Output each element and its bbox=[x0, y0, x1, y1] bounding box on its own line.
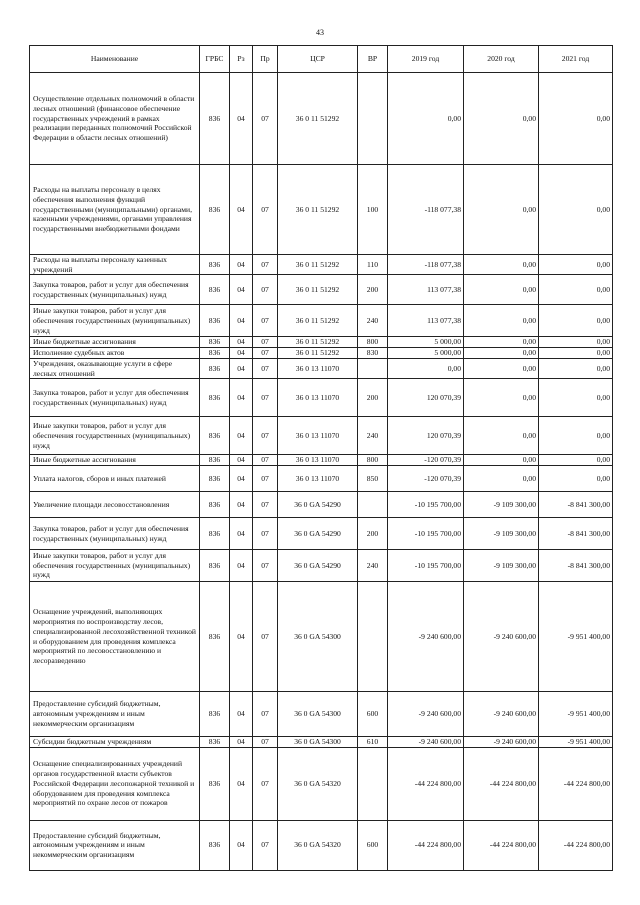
cell-grbs: 836 bbox=[200, 692, 230, 737]
cell-pr: 07 bbox=[253, 165, 278, 255]
cell-2019: 5 000,00 bbox=[388, 337, 464, 348]
header-rz: Рз bbox=[230, 46, 253, 73]
cell-2020: -44 224 800,00 bbox=[464, 747, 539, 820]
cell-rz: 04 bbox=[230, 747, 253, 820]
cell-2020: 0,00 bbox=[464, 305, 539, 337]
cell-rz: 04 bbox=[230, 379, 253, 417]
cell-rz: 04 bbox=[230, 358, 253, 378]
cell-2019: -118 077,38 bbox=[388, 255, 464, 275]
cell-2019: 113 077,38 bbox=[388, 305, 464, 337]
cell-name: Иные закупки товаров, работ и услуг для обеспечения государственных (муниципальных) нужд bbox=[30, 305, 200, 337]
cell-rz: 04 bbox=[230, 582, 253, 692]
table-row bbox=[30, 358, 613, 378]
cell-2020: 0,00 bbox=[464, 165, 539, 255]
cell-2020: -9 240 600,00 bbox=[464, 737, 539, 748]
cell-name: Предоставление субсидий бюджетным, автономным учреждениям и иным некоммерческим организациям bbox=[30, 820, 200, 870]
table-row bbox=[30, 518, 613, 550]
cell-vr: 850 bbox=[358, 466, 388, 492]
cell-rz: 04 bbox=[230, 492, 253, 518]
table-row bbox=[30, 692, 613, 737]
cell-rz: 04 bbox=[230, 455, 253, 466]
cell-2021: -9 951 400,00 bbox=[539, 692, 613, 737]
cell-name: Оснащение специализированных учреждений органов государственной власти субъектов Российской Федерации лесопожарной техникой и оборудованием для проведения комплекса мероприятий по охране лесов от пожаров bbox=[30, 747, 200, 820]
cell-2019: -44 224 800,00 bbox=[388, 820, 464, 870]
cell-vr bbox=[358, 747, 388, 820]
cell-grbs: 836 bbox=[200, 73, 230, 165]
cell-name: Закупка товаров, работ и услуг для обеспечения государственных (муниципальных) нужд bbox=[30, 379, 200, 417]
cell-vr: 200 bbox=[358, 518, 388, 550]
cell-grbs: 836 bbox=[200, 305, 230, 337]
cell-grbs: 836 bbox=[200, 518, 230, 550]
cell-pr: 07 bbox=[253, 550, 278, 582]
table-row bbox=[30, 73, 613, 165]
cell-grbs: 836 bbox=[200, 550, 230, 582]
cell-pr: 07 bbox=[253, 337, 278, 348]
cell-grbs: 836 bbox=[200, 337, 230, 348]
cell-name: Оснащение учреждений, выполняющих мероприятия по воспроизводству лесов, специализированной лесохозяйственной техникой и оборудованием для проведения комплекса мероприятий по лесовосстановлению и лесоразведению bbox=[30, 582, 200, 692]
table-row bbox=[30, 165, 613, 255]
cell-2020: -9 109 300,00 bbox=[464, 550, 539, 582]
header-row bbox=[30, 46, 613, 73]
cell-2021: 0,00 bbox=[539, 255, 613, 275]
cell-name: Закупка товаров, работ и услуг для обеспечения государственных (муниципальных) нужд bbox=[30, 518, 200, 550]
cell-csr: 36 0 13 11070 bbox=[278, 466, 358, 492]
cell-name: Иные бюджетные ассигнования bbox=[30, 455, 200, 466]
cell-vr: 800 bbox=[358, 337, 388, 348]
cell-2020: 0,00 bbox=[464, 417, 539, 455]
table-row bbox=[30, 255, 613, 275]
table-row bbox=[30, 417, 613, 455]
table-row bbox=[30, 737, 613, 748]
cell-rz: 04 bbox=[230, 692, 253, 737]
cell-csr: 36 0 11 51292 bbox=[278, 255, 358, 275]
cell-rz: 04 bbox=[230, 737, 253, 748]
cell-grbs: 836 bbox=[200, 379, 230, 417]
cell-csr: 36 0 GA 54290 bbox=[278, 518, 358, 550]
cell-csr: 36 0 11 51292 bbox=[278, 305, 358, 337]
cell-2019: -10 195 700,00 bbox=[388, 492, 464, 518]
cell-2021: 0,00 bbox=[539, 305, 613, 337]
cell-2021: -9 951 400,00 bbox=[539, 582, 613, 692]
cell-2020: 0,00 bbox=[464, 455, 539, 466]
cell-vr bbox=[358, 358, 388, 378]
cell-grbs: 836 bbox=[200, 255, 230, 275]
table-row bbox=[30, 466, 613, 492]
cell-2020: 0,00 bbox=[464, 275, 539, 305]
cell-2021: 0,00 bbox=[539, 358, 613, 378]
table-row bbox=[30, 275, 613, 305]
header-2019: 2019 год bbox=[388, 46, 464, 73]
cell-rz: 04 bbox=[230, 417, 253, 455]
cell-vr: 610 bbox=[358, 737, 388, 748]
table-row bbox=[30, 582, 613, 692]
table-row bbox=[30, 492, 613, 518]
cell-grbs: 836 bbox=[200, 275, 230, 305]
cell-2019: -9 240 600,00 bbox=[388, 692, 464, 737]
cell-2020: -9 240 600,00 bbox=[464, 692, 539, 737]
cell-2019: -120 070,39 bbox=[388, 455, 464, 466]
table-row bbox=[30, 747, 613, 820]
cell-csr: 36 0 11 51292 bbox=[278, 348, 358, 359]
cell-name: Увеличение площади лесовосстановления bbox=[30, 492, 200, 518]
cell-name: Субсидии бюджетным учреждениям bbox=[30, 737, 200, 748]
cell-vr: 600 bbox=[358, 820, 388, 870]
cell-pr: 07 bbox=[253, 820, 278, 870]
cell-2020: 0,00 bbox=[464, 337, 539, 348]
cell-name: Расходы на выплаты персоналу казенных учреждений bbox=[30, 255, 200, 275]
cell-2021: 0,00 bbox=[539, 455, 613, 466]
cell-2020: -44 224 800,00 bbox=[464, 820, 539, 870]
cell-pr: 07 bbox=[253, 492, 278, 518]
cell-rz: 04 bbox=[230, 348, 253, 359]
header-grbs: ГРБС bbox=[200, 46, 230, 73]
cell-pr: 07 bbox=[253, 455, 278, 466]
cell-2021: -8 841 300,00 bbox=[539, 550, 613, 582]
cell-rz: 04 bbox=[230, 337, 253, 348]
cell-csr: 36 0 GA 54300 bbox=[278, 737, 358, 748]
cell-name: Иные бюджетные ассигнования bbox=[30, 337, 200, 348]
cell-2021: -8 841 300,00 bbox=[539, 518, 613, 550]
cell-pr: 07 bbox=[253, 379, 278, 417]
cell-2020: 0,00 bbox=[464, 255, 539, 275]
cell-2021: -9 951 400,00 bbox=[539, 737, 613, 748]
cell-2019: -118 077,38 bbox=[388, 165, 464, 255]
cell-2020: 0,00 bbox=[464, 348, 539, 359]
cell-name: Исполнение судебных актов bbox=[30, 348, 200, 359]
cell-pr: 07 bbox=[253, 582, 278, 692]
cell-vr: 200 bbox=[358, 275, 388, 305]
cell-vr: 600 bbox=[358, 692, 388, 737]
cell-2021: 0,00 bbox=[539, 466, 613, 492]
table-row bbox=[30, 305, 613, 337]
cell-2019: -9 240 600,00 bbox=[388, 737, 464, 748]
table-row bbox=[30, 379, 613, 417]
cell-vr: 200 bbox=[358, 379, 388, 417]
cell-csr: 36 0 13 11070 bbox=[278, 379, 358, 417]
cell-rz: 04 bbox=[230, 275, 253, 305]
budget-table bbox=[29, 45, 613, 871]
cell-grbs: 836 bbox=[200, 737, 230, 748]
cell-2020: -9 240 600,00 bbox=[464, 582, 539, 692]
cell-vr bbox=[358, 582, 388, 692]
cell-2021: 0,00 bbox=[539, 337, 613, 348]
cell-name: Расходы на выплаты персоналу в целях обеспечения выполнения функций государственными (муниципальными) органами, казенными учреждениями, органами управления государственными внебюджетными фондами bbox=[30, 165, 200, 255]
cell-vr: 100 bbox=[358, 165, 388, 255]
cell-2020: -9 109 300,00 bbox=[464, 518, 539, 550]
cell-grbs: 836 bbox=[200, 747, 230, 820]
cell-grbs: 836 bbox=[200, 582, 230, 692]
cell-csr: 36 0 13 11070 bbox=[278, 455, 358, 466]
cell-rz: 04 bbox=[230, 73, 253, 165]
table-row bbox=[30, 455, 613, 466]
cell-csr: 36 0 13 11070 bbox=[278, 358, 358, 378]
cell-2019: 113 077,38 bbox=[388, 275, 464, 305]
cell-pr: 07 bbox=[253, 73, 278, 165]
cell-rz: 04 bbox=[230, 518, 253, 550]
cell-pr: 07 bbox=[253, 255, 278, 275]
cell-2021: -44 224 800,00 bbox=[539, 747, 613, 820]
cell-vr: 240 bbox=[358, 305, 388, 337]
cell-2019: -10 195 700,00 bbox=[388, 550, 464, 582]
cell-csr: 36 0 GA 54320 bbox=[278, 820, 358, 870]
cell-pr: 07 bbox=[253, 737, 278, 748]
cell-2019: 0,00 bbox=[388, 73, 464, 165]
cell-grbs: 836 bbox=[200, 358, 230, 378]
page-number: 43 bbox=[316, 28, 324, 37]
cell-rz: 04 bbox=[230, 305, 253, 337]
cell-rz: 04 bbox=[230, 255, 253, 275]
cell-grbs: 836 bbox=[200, 348, 230, 359]
cell-2019: 120 070,39 bbox=[388, 417, 464, 455]
table-row bbox=[30, 820, 613, 870]
cell-pr: 07 bbox=[253, 747, 278, 820]
table-row bbox=[30, 348, 613, 359]
cell-rz: 04 bbox=[230, 550, 253, 582]
cell-pr: 07 bbox=[253, 466, 278, 492]
cell-2021: 0,00 bbox=[539, 275, 613, 305]
cell-2020: -9 109 300,00 bbox=[464, 492, 539, 518]
cell-2020: 0,00 bbox=[464, 379, 539, 417]
cell-pr: 07 bbox=[253, 358, 278, 378]
cell-csr: 36 0 11 51292 bbox=[278, 165, 358, 255]
cell-grbs: 836 bbox=[200, 492, 230, 518]
cell-2020: 0,00 bbox=[464, 358, 539, 378]
cell-grbs: 836 bbox=[200, 165, 230, 255]
cell-rz: 04 bbox=[230, 165, 253, 255]
cell-grbs: 836 bbox=[200, 820, 230, 870]
cell-2019: -9 240 600,00 bbox=[388, 582, 464, 692]
cell-pr: 07 bbox=[253, 305, 278, 337]
cell-grbs: 836 bbox=[200, 455, 230, 466]
cell-grbs: 836 bbox=[200, 417, 230, 455]
cell-csr: 36 0 GA 54290 bbox=[278, 492, 358, 518]
header-2021: 2021 год bbox=[539, 46, 613, 73]
cell-2021: -8 841 300,00 bbox=[539, 492, 613, 518]
header-name: Наименование bbox=[30, 46, 200, 73]
cell-pr: 07 bbox=[253, 518, 278, 550]
cell-name: Уплата налогов, сборов и иных платежей bbox=[30, 466, 200, 492]
cell-vr: 830 bbox=[358, 348, 388, 359]
cell-pr: 07 bbox=[253, 275, 278, 305]
cell-csr: 36 0 11 51292 bbox=[278, 337, 358, 348]
cell-2020: 0,00 bbox=[464, 73, 539, 165]
cell-csr: 36 0 GA 54300 bbox=[278, 692, 358, 737]
cell-pr: 07 bbox=[253, 692, 278, 737]
cell-rz: 04 bbox=[230, 466, 253, 492]
cell-vr: 110 bbox=[358, 255, 388, 275]
cell-2019: -44 224 800,00 bbox=[388, 747, 464, 820]
header-pr: Пр bbox=[253, 46, 278, 73]
cell-2019: 5 000,00 bbox=[388, 348, 464, 359]
cell-name: Иные закупки товаров, работ и услуг для обеспечения государственных (муниципальных) нужд bbox=[30, 550, 200, 582]
cell-vr: 800 bbox=[358, 455, 388, 466]
cell-2021: 0,00 bbox=[539, 73, 613, 165]
cell-2021: 0,00 bbox=[539, 348, 613, 359]
cell-csr: 36 0 GA 54290 bbox=[278, 550, 358, 582]
table-row bbox=[30, 550, 613, 582]
cell-2021: 0,00 bbox=[539, 379, 613, 417]
cell-vr bbox=[358, 492, 388, 518]
cell-2019: 120 070,39 bbox=[388, 379, 464, 417]
cell-name: Закупка товаров, работ и услуг для обеспечения государственных (муниципальных) нужд bbox=[30, 275, 200, 305]
cell-csr: 36 0 GA 54300 bbox=[278, 582, 358, 692]
cell-csr: 36 0 13 11070 bbox=[278, 417, 358, 455]
header-vr: ВР bbox=[358, 46, 388, 73]
cell-2019: 0,00 bbox=[388, 358, 464, 378]
cell-pr: 07 bbox=[253, 348, 278, 359]
cell-csr: 36 0 GA 54320 bbox=[278, 747, 358, 820]
cell-csr: 36 0 11 51292 bbox=[278, 275, 358, 305]
cell-csr: 36 0 11 51292 bbox=[278, 73, 358, 165]
cell-vr: 240 bbox=[358, 550, 388, 582]
cell-pr: 07 bbox=[253, 417, 278, 455]
cell-2019: -120 070,39 bbox=[388, 466, 464, 492]
cell-2020: 0,00 bbox=[464, 466, 539, 492]
cell-vr: 240 bbox=[358, 417, 388, 455]
cell-2021: -44 224 800,00 bbox=[539, 820, 613, 870]
cell-rz: 04 bbox=[230, 820, 253, 870]
cell-2021: 0,00 bbox=[539, 417, 613, 455]
header-csr: ЦСР bbox=[278, 46, 358, 73]
cell-name: Осуществление отдельных полномочий в области лесных отношений (финансовое обеспечение государственных учреждений в рамках реализации переданных полномочий Российской Федерации в области лесных отношений) bbox=[30, 73, 200, 165]
cell-name: Иные закупки товаров, работ и услуг для обеспечения государственных (муниципальных) нужд bbox=[30, 417, 200, 455]
header-2020: 2020 год bbox=[464, 46, 539, 73]
cell-vr bbox=[358, 73, 388, 165]
cell-2021: 0,00 bbox=[539, 165, 613, 255]
cell-name: Предоставление субсидий бюджетным, автономным учреждениям и иным некоммерческим организациям bbox=[30, 692, 200, 737]
cell-name: Учреждения, оказывающие услуги в сфере лесных отношений bbox=[30, 358, 200, 378]
cell-grbs: 836 bbox=[200, 466, 230, 492]
cell-2019: -10 195 700,00 bbox=[388, 518, 464, 550]
table-row bbox=[30, 337, 613, 348]
